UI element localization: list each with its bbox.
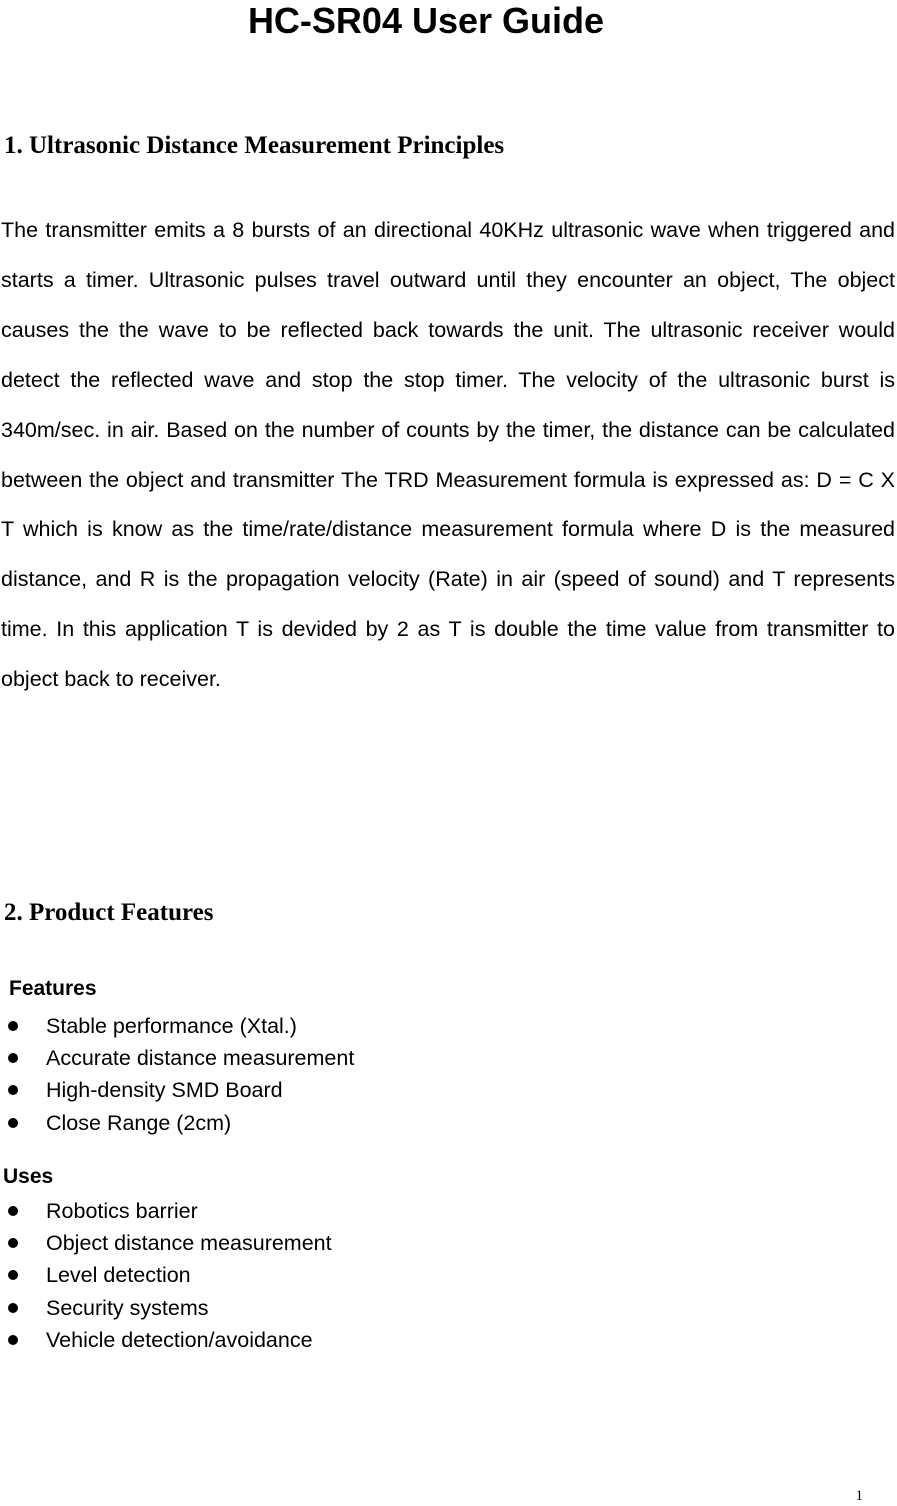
principles-paragraph: The transmitter emits a 8 bursts of an directional 40KHz ultrasonic wave when triggered and starts a timer. Ultrasonic pulses travel outward until they encounter an object, The object causes the the wave to be reflected back towards the unit. The ultrasonic receiver would detect the reflected wave and stop the stop timer. The velocity of the ultrasonic burst is 340m/sec. in air. Based on the number of counts by the timer, the distance can be calculated between the object and transmitter The TRD Measurement formula is expressed as: D = C X T which is know as the time/rate/distance measurement formula where D is the measured distance, and R is the propagation velocity (Rate) in air (speed of sound) and T represents time. In this application T is devided by 2 as T is double the time value from transmitter to object back to receiver. (1, 218, 895, 692)
section-heading-principles: 1. Ultrasonic Distance Measurement Principles (4, 132, 505, 159)
features-heading: Features (9, 977, 97, 1000)
bullet-icon (8, 1335, 18, 1345)
bullet-icon (8, 1021, 18, 1031)
bullet-icon (8, 1238, 18, 1248)
feature-text: High-density SMD Board (46, 1078, 283, 1103)
use-text: Level detection (46, 1263, 191, 1288)
uses-list (0, 1195, 332, 1356)
page-number: 1 (855, 1488, 863, 1504)
list-item (0, 1292, 332, 1324)
list-item (0, 1074, 354, 1106)
use-text: Vehicle detection/avoidance (46, 1327, 313, 1352)
document-title: HC-SR04 User Guide (247, 0, 605, 41)
list-item (0, 1107, 354, 1139)
use-text: Object distance measurement (46, 1231, 332, 1256)
list-item (0, 1324, 332, 1356)
feature-text: Accurate distance measurement (46, 1046, 355, 1071)
list-item (0, 1227, 332, 1259)
section-heading-product-features: 2. Product Features (4, 899, 214, 926)
bullet-icon (8, 1270, 18, 1280)
feature-text: Stable performance (Xtal.) (46, 1014, 297, 1038)
uses-heading: Uses (3, 1165, 54, 1188)
list-item (0, 1259, 332, 1291)
bullet-icon (8, 1206, 18, 1216)
list-item (0, 1195, 332, 1227)
bullet-icon (8, 1085, 18, 1095)
bullet-icon (8, 1053, 18, 1063)
list-item (0, 1010, 354, 1042)
features-list (0, 1010, 354, 1139)
feature-text: Close Range (2cm) (46, 1110, 232, 1135)
bullet-icon (8, 1303, 18, 1313)
use-text: Robotics barrier (46, 1199, 198, 1223)
use-text: Security systems (46, 1295, 209, 1320)
bullet-icon (8, 1118, 18, 1128)
list-item (0, 1042, 354, 1074)
